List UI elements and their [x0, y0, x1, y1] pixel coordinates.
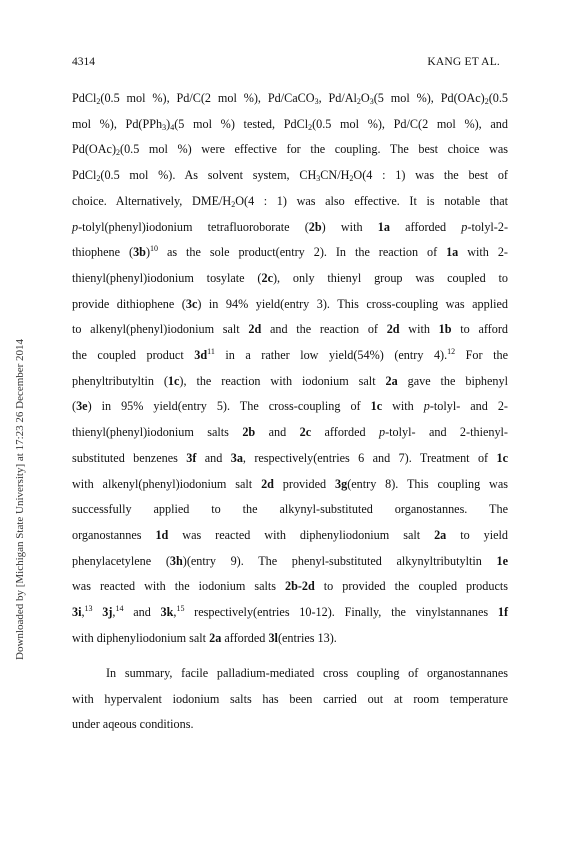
text-line: thiophene $(3b)^{10}$ as the sole product(entry 2). In the reaction of 1a with 2-	[72, 244, 508, 260]
text-line: was reacted with the iodonium salts 2b-2d to provided the coupled products	[72, 579, 508, 594]
page-header	[72, 56, 500, 72]
text-line: $Pd(OAc)_2(0.5$ mol %) were effective for the coupling. The best choice was	[72, 142, 508, 158]
text-line: p-tolyl(phenyl)iodonium tetrafluoroborate (2b) with 1a afforded p-tolyl-2-	[72, 219, 509, 234]
text-line: In summary, facile palladium-mediated cross coupling of organostannanes	[106, 666, 508, 680]
text-line: PdCl$_2$(0.5 mol %), Pd/C(2 mol %), Pd/CaCO$_3$, $Pd/Al_2O_3(5$ mol %), $Pd(OAc)_2(0.5$	[72, 91, 508, 106]
text-line: phenyltributyltin (1c), the reaction with iodonium salt 2a gave the biphenyl	[72, 373, 508, 388]
text-line: 3i,$^{13}$ 3j,$^{14}$ and 3k,$^{15}$ respectively(entries 10-12). Finally, the vinylstannanes 1f	[72, 604, 509, 619]
text-line: mol %), $Pd(PPh_3)_4(5$ mol %) tested, PdCl$_2$(0.5 mol %), Pd/C(2 mol %), and	[72, 116, 508, 132]
text-line: under aqeous conditions.	[72, 717, 194, 732]
text-line: provide dithiophene (3c) in 94% yield(entry 3). This cross-coupling was applied	[72, 296, 508, 311]
text-line: to alkenyl(phenyl)iodonium salt 2d and the reaction of 2d with 1b to afford	[72, 322, 508, 337]
text-line: choice. Alternatively, DME/$H_2O(4$ : 1) was also effective. It is notable that	[72, 193, 508, 209]
text-line: thienyl(phenyl)iodonium tosylate (2c), only thienyl group was coupled to	[72, 270, 508, 285]
text-line: phenylacetylene (3h)(entry 9). The phenyl-substituted alkynyltributyltin 1e	[72, 553, 508, 568]
text-line: successfully applied to the alkynyl-substituted organostannes. The	[72, 502, 508, 517]
running-head: KANG ET AL.	[427, 56, 500, 68]
text-line: thienyl(phenyl)iodonium salts 2b and 2c afforded p-tolyl- and 2-thienyl-	[72, 425, 508, 440]
text-line: substituted benzenes 3f and 3a, respectively(entries 6 and 7). Treatment of 1c	[72, 450, 508, 465]
text-line: with hypervalent iodonium salts has been carried out at room temperature	[72, 691, 508, 706]
text-line: with diphenyliodonium salt 2a afforded 3l(entries 13).	[72, 630, 337, 645]
download-watermark-text: Downloaded by [Michigan State University] at 17:23 26 December 2014	[14, 338, 26, 660]
text-line: with alkenyl(phenyl)iodonium salt 2d provided 3g(entry 8). This coupling was	[72, 476, 508, 491]
download-watermark	[0, 0, 40, 864]
text-line: the coupled product $3d^{11}$ in a rather low yield(54%) (entry 4).$^{12}$ For the	[72, 347, 508, 362]
text-line: (3e) in 95% yield(entry 5). The cross-coupling of 1c with p-tolyl- and 2-	[72, 399, 508, 414]
text-line: organostannes 1d was reacted with diphenyliodonium salt 2a to yield	[72, 527, 508, 542]
text-line: PdCl$_2$(0.5 mol %). As solvent system, $CH_3CN/H_2O(4$ : 1) was the best of	[72, 168, 508, 184]
page-number: 4314	[72, 56, 95, 68]
